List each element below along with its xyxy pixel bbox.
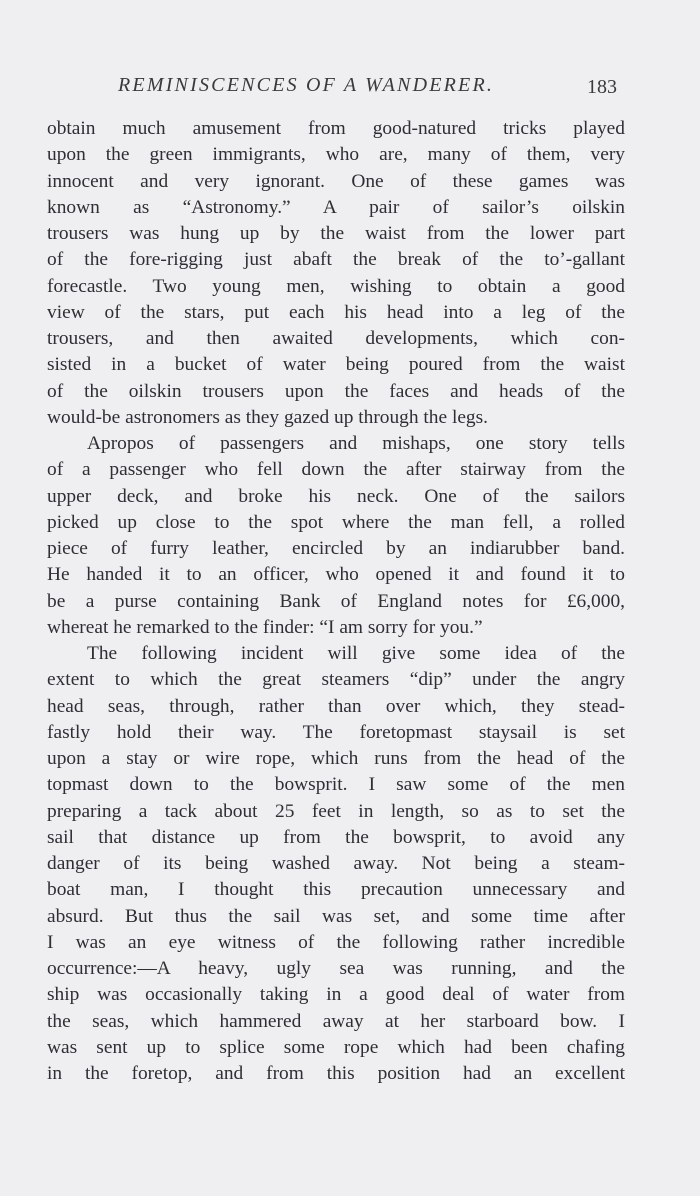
text-line: sisted in a bucket of water being poured from the waist [47,354,625,376]
text-line: of the fore-rigging just abaft the break of the to’-gallant [47,249,625,271]
page-number: 183 [587,76,617,98]
paragraph [47,431,625,641]
text-line: picked up close to the spot where the man fell, a rolled [47,511,625,533]
body-text [47,116,625,1087]
text-line: innocent and very ignorant. One of these games was [47,170,625,192]
text-line: danger of its being washed away. Not being a steam- [47,853,625,874]
text-line: was sent up to splice some rope which had been chafing [47,1036,625,1058]
text-line: topmast down to the bowsprit. I saw some of the men [47,774,625,796]
text-line: absurd. But thus the sail was set, and some time after [47,905,625,927]
text-line: boat man, I thought this precaution unnecessary and [47,879,625,901]
paragraph [47,116,625,431]
text-line: head seas, through, rather than over which, they stead- [47,695,625,717]
text-line: be a purse containing Bank of England notes for £6,000, [47,590,625,612]
text-line: obtain much amusement from good-natured tricks played [47,118,625,139]
text-line: The following incident will give some idea of the [87,643,625,664]
running-title: REMINISCENCES OF A WANDERER. [118,74,495,96]
text-line: ship was occasionally taking in a good deal of water from [47,984,625,1006]
text-line: view of the stars, put each his head into a leg of the [47,301,625,323]
text-line: of a passenger who fell down the after stairway from the [47,459,625,481]
text-line: trousers was hung up by the waist from the lower part [47,223,625,244]
text-line: forecastle. Two young men, wishing to obtain a good [47,275,625,297]
text-line: occurrence:—A heavy, ugly sea was running, and the [47,958,625,979]
text-line: upper deck, and broke his neck. One of the sailors [47,485,625,507]
text-line: sail that distance up from the bowsprit, to avoid any [47,826,625,848]
text-line: would-be astronomers as they gazed up through the legs. [47,406,489,428]
text-line: of the oilskin trousers upon the faces and heads of the [47,380,625,402]
text-line: fastly hold their way. The foretopmast staysail is set [47,721,625,743]
text-line: trousers, and then awaited developments, which con- [47,328,625,349]
text-line: upon a stay or wire rope, which runs from the head of the [47,748,625,769]
text-line: known as “Astronomy.” A pair of sailor’s oilskin [47,196,625,218]
text-line: preparing a tack about 25 feet in length, so as to set the [47,800,625,822]
text-line: I was an eye witness of the following rather incredible [47,931,625,953]
text-line: Apropos of passengers and mishaps, one story tells [87,433,625,454]
text-line: piece of furry leather, encircled by an indiarubber band. [47,538,625,559]
text-line: the seas, which hammered away at her starboard bow. I [47,1010,625,1032]
text-line: upon the green immigrants, who are, many of them, very [47,144,625,166]
text-line: whereat he remarked to the finder: “I am sorry for you.” [47,616,483,638]
text-line: extent to which the great steamers “dip” under the angry [47,669,625,691]
text-line: in the foretop, and from this position had an excellent [47,1063,625,1084]
paragraph [47,641,625,1087]
text-line: He handed it to an officer, who opened it and found it to [47,564,625,586]
